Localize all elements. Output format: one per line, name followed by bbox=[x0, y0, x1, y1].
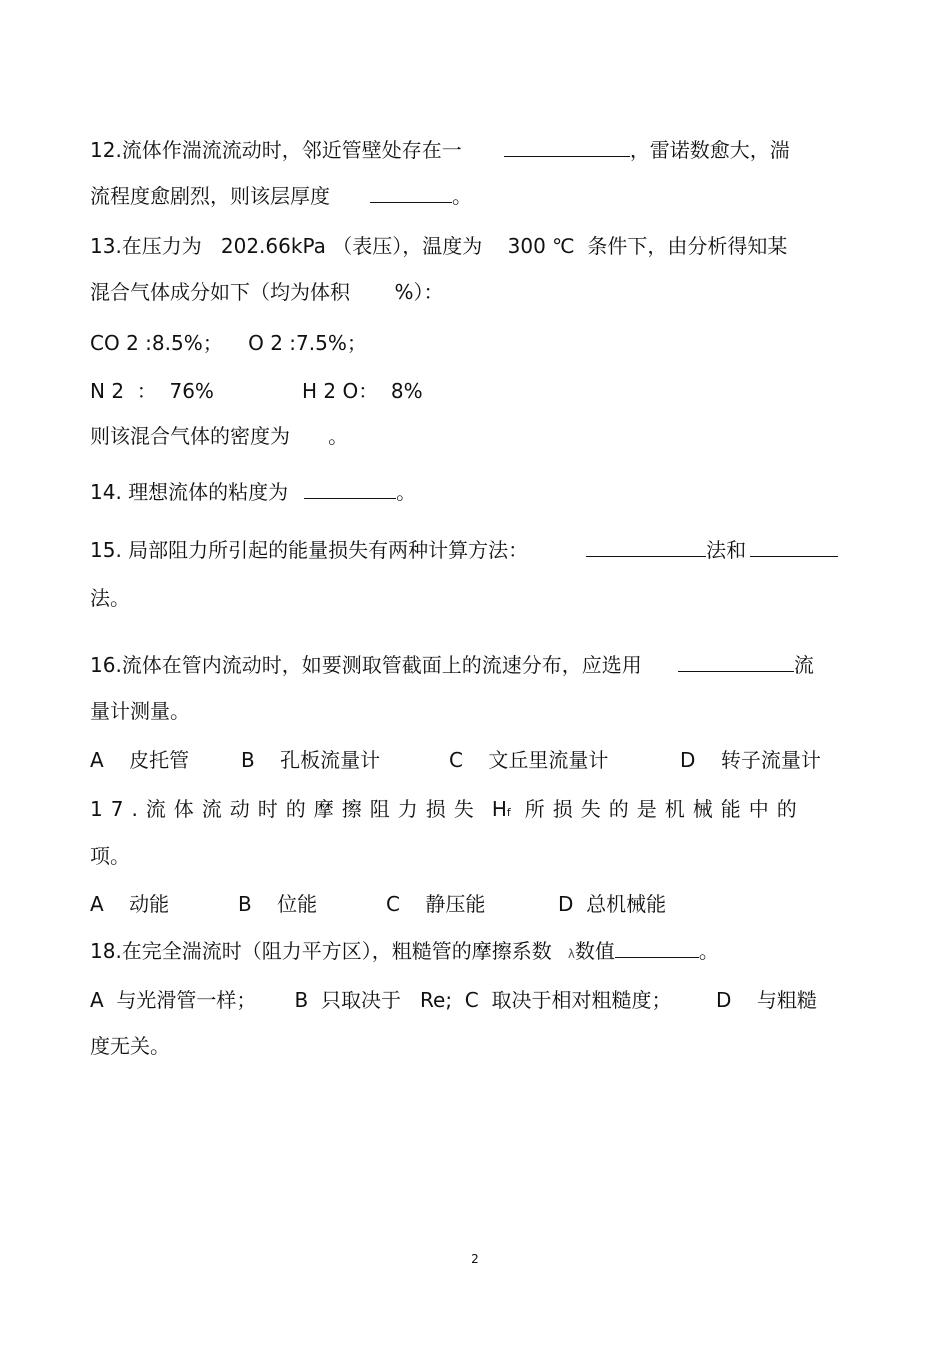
q15-blank-2 bbox=[750, 538, 838, 557]
q17-text-b: 所损失的是机械能中的 bbox=[524, 797, 805, 821]
lambda-symbol: λ bbox=[567, 947, 575, 961]
q12-text-a: 12.流体作湍流流动时，邻近管壁处存在一 bbox=[90, 138, 462, 162]
q13-line1: 13.在压力为 202.66kPa （表压），温度为 300 ℃ 条件下，由分析得知某 bbox=[90, 234, 788, 258]
q13-line4-a: N 2 ： 76% bbox=[90, 379, 214, 403]
q14-text: 14. 理想流体的粘度为 bbox=[90, 480, 289, 504]
q17-hf-sub: f bbox=[506, 806, 511, 819]
q14-blank bbox=[304, 480, 396, 499]
q17-hf-main: H bbox=[491, 797, 507, 821]
q12-line2 bbox=[90, 182, 472, 210]
q17-option-b: B 位能 bbox=[238, 892, 318, 916]
q16-line1 bbox=[90, 651, 814, 679]
q18-blank bbox=[615, 939, 699, 958]
q13-line4-b: H 2 O： 8% bbox=[302, 379, 423, 403]
q17-line1 bbox=[90, 795, 805, 827]
q12-blank-2 bbox=[370, 184, 452, 203]
q12-text-d: 。 bbox=[452, 184, 472, 208]
q18-text-a: 18.在完全湍流时（阻力平方区），粗糙管的摩擦系数 bbox=[90, 939, 552, 963]
q17-option-a: A 动能 bbox=[90, 892, 170, 916]
q16-text-a: 16.流体在管内流动时，如要测取管截面上的流速分布，应选用 bbox=[90, 653, 642, 677]
q18-text-c: 。 bbox=[698, 939, 719, 963]
q12-line1 bbox=[90, 136, 790, 164]
q17-option-d: D 总机械能 bbox=[558, 892, 667, 916]
page-number: 2 bbox=[471, 1252, 479, 1266]
q13-line5: 则该混合气体的密度为 。 bbox=[90, 424, 349, 448]
q18-line1 bbox=[90, 937, 719, 968]
q12-text-c: 流程度愈剧烈，则该层厚度 bbox=[90, 184, 330, 208]
q15-blank-1 bbox=[586, 538, 706, 557]
q16-line2: 量计测量。 bbox=[90, 699, 190, 723]
q16-option-c: C 文丘里流量计 bbox=[449, 748, 609, 772]
q17-hf bbox=[492, 797, 511, 821]
q14-end: 。 bbox=[396, 480, 417, 504]
q12-text-b: ，雷诺数愈大，湍 bbox=[629, 138, 790, 162]
q12-blank-1 bbox=[504, 138, 630, 157]
q18-line2: A 与光滑管一样； B 只取决于 Re; C 取决于相对粗糙度； D 与粗糙 bbox=[90, 988, 817, 1012]
q16-option-b: B 孔板流量计 bbox=[241, 748, 381, 772]
q16-option-a: A 皮托管 bbox=[90, 748, 190, 772]
q15-text-a: 15. 局部阻力所引起的能量损失有两种计算方法： bbox=[90, 538, 529, 562]
q13-line2: 混合气体成分如下（均为体积 %）： bbox=[90, 280, 444, 304]
q14-line bbox=[90, 478, 416, 506]
q16-blank bbox=[678, 653, 794, 672]
q15-text-b: 法和 bbox=[706, 538, 747, 562]
q17-line2: 项。 bbox=[90, 844, 130, 868]
q16-text-b: 流 bbox=[793, 653, 814, 677]
q16-option-d: D 转子流量计 bbox=[680, 748, 821, 772]
q17-option-c: C 静压能 bbox=[386, 892, 486, 916]
q18-text-b: 数值 bbox=[574, 939, 615, 963]
q13-line3: CO 2 :8.5%； O 2 :7.5%； bbox=[90, 331, 367, 355]
q18-line3: 度无关。 bbox=[90, 1034, 170, 1058]
q17-text-a: 17.流体流动时的摩擦阻力损失 bbox=[90, 797, 482, 821]
q15-line2: 法。 bbox=[90, 586, 130, 610]
q15-line1 bbox=[90, 536, 838, 564]
